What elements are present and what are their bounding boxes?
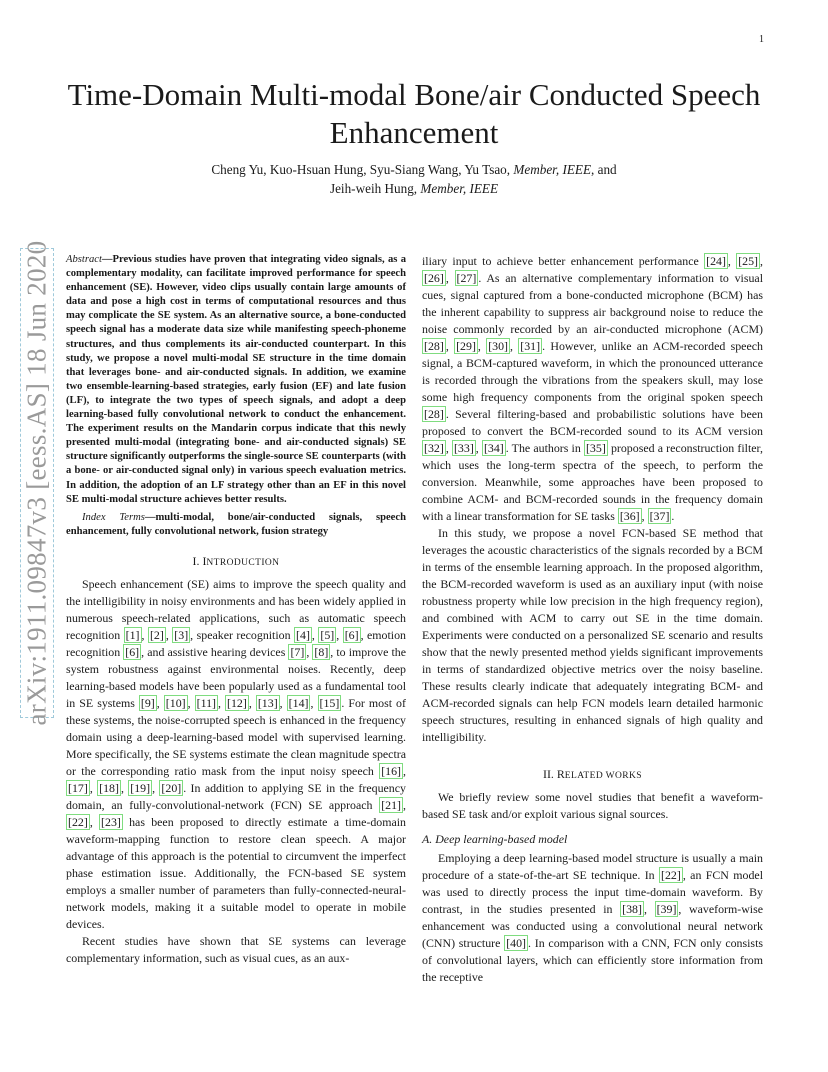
citation-link[interactable]: [25] [738,254,759,268]
citation-link[interactable]: [27] [456,271,477,285]
intro-paragraph-1: Speech enhancement (SE) aims to improve the speech quality and the intelligibility in noisy environments and has been widely applied in numerous speech-related applications, such as automatic speech recognition [1] , [2] , [3] , speaker recognition [4] , [5] , [6] , emotion recognition [6] , and assistive hearing devices [7] , [8] , to improve the system robustness against environmental noises. Recently, deep learning-based models have been popularly used as a fundamental tool in SE systems [9] , [10] , [11] , [12] , [13] , [14] , [15] . For most of these systems, the noise-corrupted speech is enhanced in the frequency domain using a deep-learning-based model with supervised learning. More specifically, the SE systems estimate the clean magnitude spectra or the corresponding ratio mask from the input noisy speech [16] , [17] , [18] , [19] , [20] . In addition to applying SE in the frequency domain, an fully-convolutional-network (FCN) SE approach [21] , [22] , [23] has been proposed to directly estimate a time-domain waveform-mapping function to restore clean speech. A major advantage of this approach is the potential to circumvent the imperfect phase estimation issue. Additionally, the FCN-based SE system employs a smaller number of parameters than fully-connected-neural-network models, making it a suitable model to operate in mobile devices. [66,576,407,931]
citation-link[interactable]: [21] [381,797,402,812]
arxiv-stamp[interactable] [20,240,54,726]
subsection-heading-a: A. Deep learning-based model [422,832,568,846]
author-and: , and [591,162,617,177]
citation-link[interactable]: [4] [296,627,310,642]
citation-link[interactable]: [16] [381,763,402,778]
citation-link[interactable]: [10] [165,695,186,710]
citation-link[interactable]: [9] [140,695,155,710]
author-line-1 [60,160,768,179]
section-number: I. [192,553,203,568]
citation-link[interactable]: [1] [125,627,140,642]
author-list [60,160,768,198]
section-initial: I [202,553,207,568]
author-line-2 [60,179,768,198]
citation-link[interactable]: [35] [585,441,606,455]
citation-link[interactable]: [39] [656,902,677,916]
section-initial: R [556,767,565,781]
index-terms-text: —multi-modal, bone/air-conducted signals, speech enhancement, fully convolutional network, fusion strategy [66,511,406,537]
abstract [66,253,406,507]
citation-link[interactable]: [13] [257,695,278,710]
left-column [66,253,406,967]
citation-link[interactable]: [6] [344,627,359,642]
citation-link[interactable]: [26] [424,271,444,285]
citation-link[interactable]: [36] [619,509,640,523]
section-smallcaps: ELATED WORKS [564,771,642,781]
citation-link[interactable]: [34] [483,441,504,455]
citation-link[interactable]: [31] [520,339,541,353]
citation-link[interactable]: [6] [125,644,140,659]
citation-link[interactable]: [29] [456,339,476,353]
paper-title: Time-Domain Multi-modal Bone/air Conducted Speech Enhancement [67,77,761,150]
author-membership-1: Member, IEEE [513,162,592,177]
citation-link[interactable]: [20] [161,780,182,795]
citation-link[interactable]: [24] [706,254,726,268]
citation-link[interactable]: [32] [424,441,444,455]
citation-link[interactable]: [18] [99,780,119,795]
section-heading-related-works [422,766,763,785]
citation-link[interactable]: [8] [314,644,329,659]
citation-link[interactable]: [33] [453,441,474,455]
citation-link[interactable]: [22] [68,814,88,829]
abstract-text: —Previous studies have proven that integrating video signals, as a complementary modality, can facilitate improved performance for speech enhancement (SE). However, video clips usually contain large amounts of data and pose a high cost in terms of computational resources and thus may complicate the SE system. As an alternative source, a bone-conducted speech signal has a moderate data size while manifesting speech-phoneme structures, and thus complements its air-conducted counterpart. In this study, we propose a novel multi-modal SE structure in the time domain that leverages bone- and air-conducted signals. In addition, we examine two ensemble-learning-based strategies, early fusion (EF) and late fusion (LF), to integrate the two types of speech signals, and adopt a deep learning-based fully convolutional network to conduct the enhancement. The experiment results on the Mandarin corpus indicate that this newly presented multi-modal (integrating bone- and air-conducted signals) SE structure significantly outperforms the single-source SE counterparts (with a bone- or air-conducted signal only) in various speech evaluation metrics. In addition, the adoption of an LF strategy other than an EF in this novel SE multi-modal structure achieves better results. [66,254,406,505]
section-smallcaps: NTRODUCTION [206,557,280,568]
page-number: 1 [759,34,764,45]
intro-paragraph-3: In this study, we propose a novel FCN-based SE method that leverages the acoustic characteristics of the signals recorded by a BCM in terms of the ensemble learning approach. In the proposed algorithm, the BCM-recorded waveform is used as an auxiliary input (with noise robustness property while low precision in the high frequency region), and combined with ACM to carry out SE in the time domain. Experiments were conducted on a personalized SE scenario and results show that the newly presented method yields significant improvements in terms of standardized objective metrics over the noisy baseline. These results clearly indicate that adequately integrating BCM- and ACM-recorded signals can help FCN models learn detailed harmonic speech structures, resulting in enhanced signals of high quality and intelligibility. [422,526,763,744]
citation-link[interactable]: [38] [622,902,642,916]
author-names-2: Jeih-weih Hung, [329,181,418,196]
citation-link[interactable]: [40] [506,936,526,950]
citation-link[interactable]: [19] [130,780,151,795]
subsection-a-paragraph-1: Employing a deep learning-based model structure is usually a main procedure of a state-of-the-art SE technique. In [22] , an FCN model was used to directly process the input time-domain waveform. By contrast, in the studies presented in [38] , [39] , waveform-wise enhancement was conducted using a convolutional neural network (CNN) structure [40] . In comparison with a CNN, FCN only consists of convolutional layers, which can efficiently store information from the receptive [422,851,763,984]
intro-paragraph-2: Recent studies have shown that SE systems can leverage complementary information, such as visual cues, as an aux- [66,933,406,965]
citation-link[interactable]: [30] [488,339,508,353]
citation-link[interactable]: [28] [424,339,444,353]
related-paragraph-1: We briefly review some novel studies that benefit a waveform-based SE task and/or exploit various signal sources. [422,790,763,821]
index-terms [66,511,406,539]
citation-link[interactable]: [15] [319,695,340,710]
citation-link[interactable]: [3] [174,627,189,642]
citation-link[interactable]: [37] [649,509,670,523]
citation-link[interactable]: [22] [661,868,681,882]
citation-link[interactable]: [28] [424,407,444,421]
citation-link[interactable]: [17] [68,780,88,795]
section-heading-introduction [66,553,406,572]
author-names-1: Cheng Yu, Kuo-Hsuan Hung, Syu-Siang Wang, Yu Tsao, [211,162,511,177]
arxiv-stamp-text: arXiv:1911.09847v3 [eess.AS] 18 Jun 2020 [21,240,52,726]
citation-link[interactable]: [14] [288,695,309,710]
section-number: II. [542,767,557,781]
citation-link[interactable]: [11] [196,695,216,710]
right-column [422,253,763,986]
citation-link[interactable]: [23] [101,814,121,829]
abstract-label: Abstract [66,254,102,265]
citation-link[interactable]: [2] [149,627,164,642]
author-membership-2: Member, IEEE [420,181,499,196]
citation-link[interactable]: [12] [227,695,247,710]
citation-link[interactable]: [5] [320,627,335,642]
index-terms-label: Index Terms [82,511,145,523]
intro-paragraph-2-cont: iliary input to achieve better enhancement performance [24] , [25] , [26] , [27] . As an alternative complementary information to visual cues, signal captured from a bone-conducted microphone (BCM) has the inherent capability to suppress air background noise to reduce the noise commonly recorded by an air-conducted microphone (ACM) [28] , [29] , [30] , [31] . However, unlike an ACM-recorded speech signal, a BCM-captured waveform, in which the pronounced utterance is recorded through the vibrations from the speakers skull, may lose some high frequency components from the original spoken speech [28] . Several filtering-based and probabilistic solutions have been proposed to convert the BCM-recorded sound to its ACM version [32] , [33] , [34] . The authors in [35] proposed a reconstruction filter, which uses the long-term spectra of the speech, to perform the conversion. Meanwhile, some approaches have been proposed to combine ACM- and BCM-recorded sounds in the frequency domain with a linear transformation for SE tasks [36] , [37] . [422,254,763,523]
citation-link[interactable]: [7] [290,644,305,659]
